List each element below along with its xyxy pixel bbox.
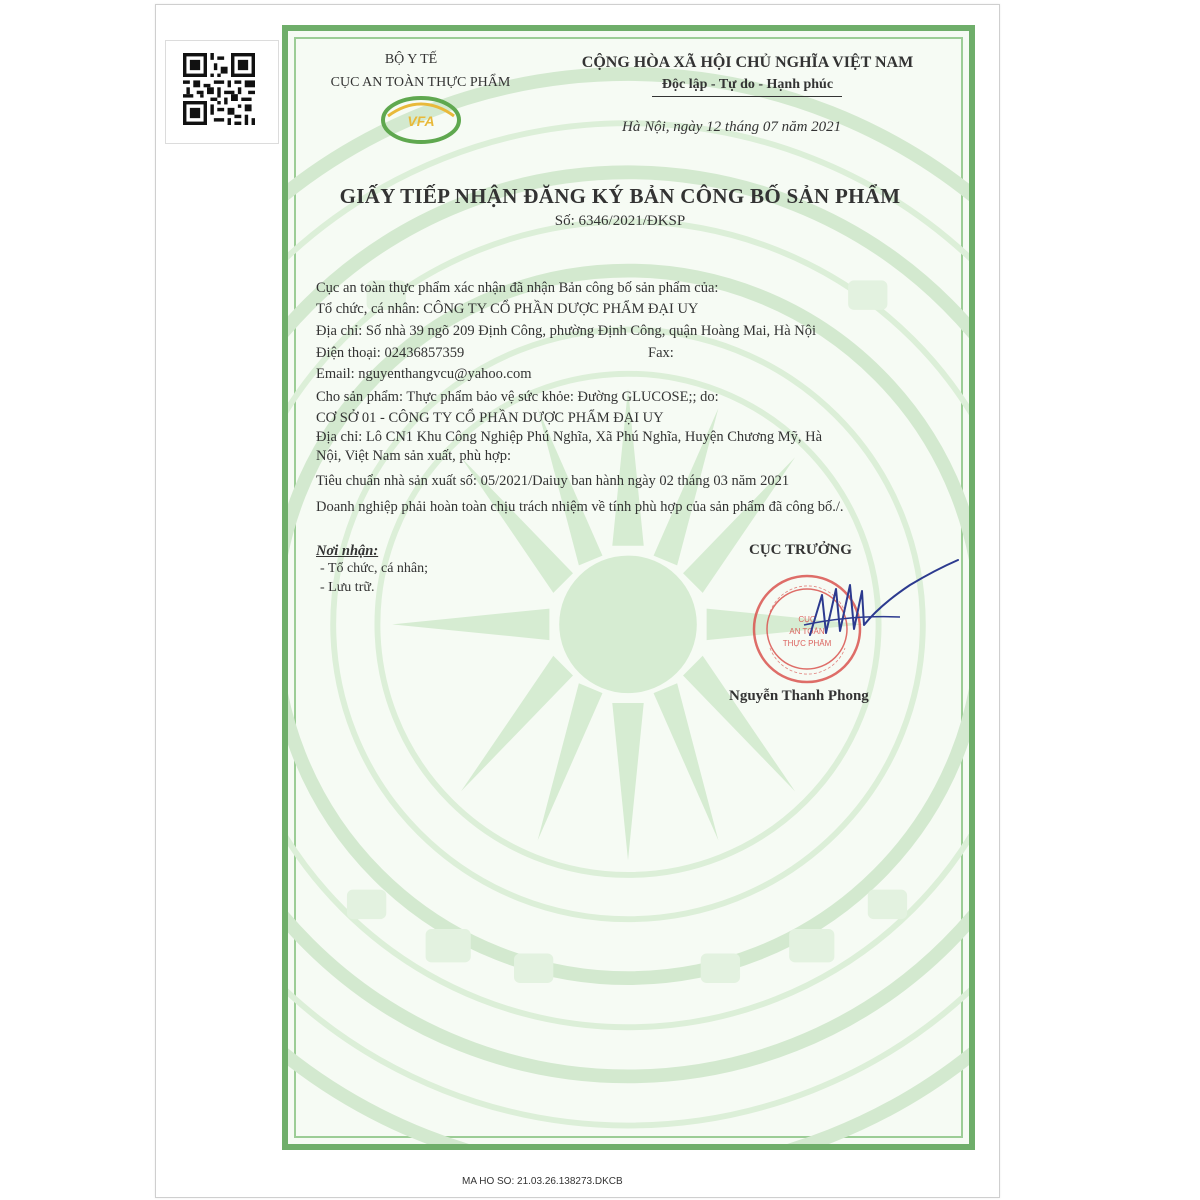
department-name: CỤC AN TOÀN THỰC PHẨM <box>330 75 511 90</box>
signer-name: Nguyễn Thanh Phong <box>729 688 869 704</box>
national-motto: Độc lập - Tự do - Hạnh phúc <box>661 77 834 92</box>
facility-address-line2: Nội, Việt Nam sản xuất, phù hợp: <box>316 448 512 464</box>
intro-text: Cục an toàn thực phẩm xác nhận đã nhận Bản công bố sản phẩm của: <box>316 280 719 296</box>
qr-code-icon <box>180 53 258 125</box>
product-line: Cho sản phẩm: Thực phẩm bảo vệ sức khỏe: Đường GLUCOSE;; do: <box>316 389 719 405</box>
organization-address: Địa chỉ: Số nhà 39 ngõ 209 Định Công, phường Định Công, quận Hoàng Mai, Hà Nội <box>316 323 817 339</box>
phone: Điện thoại: 02436857359 <box>316 345 465 361</box>
document-number: Số: 6346/2021/ĐKSP <box>554 213 686 229</box>
record-code: MA HO SO: 21.03.26.138273.DKCB <box>462 1176 623 1187</box>
date-line: Hà Nội, ngày 12 tháng 07 năm 2021 <box>622 119 842 135</box>
document-title: GIẤY TIẾP NHẬN ĐĂNG KÝ BẢN CÔNG BỐ SẢN PHẨM <box>339 184 901 208</box>
fax: Fax: <box>648 345 674 361</box>
recipients-heading: Nơi nhận: <box>316 543 379 559</box>
republic-title: CỘNG HÒA XÃ HỘI CHỦ NGHĨA VIỆT NAM <box>581 54 914 71</box>
svg-text:CỤC: CỤC <box>798 615 816 624</box>
facility-address-line1: Địa chỉ: Lô CN1 Khu Công Nghiệp Phú Nghĩa, Xã Phú Nghĩa, Huyện Chương Mỹ, Hà <box>316 429 823 445</box>
facility-name: CƠ SỞ 01 - CÔNG TY CỔ PHẦN DƯỢC PHẨM ĐẠI UY <box>316 410 664 426</box>
responsibility-line: Doanh nghiệp phải hoàn toàn chịu trách nhiệm về tính phù hợp của sản phẩm đã công bố./. <box>316 499 844 515</box>
email: Email: nguyenthangvcu@yahoo.com <box>316 366 532 382</box>
logo-text: VFA <box>407 113 435 129</box>
vfa-logo-icon <box>378 88 464 148</box>
svg-text:AN TOÀN: AN TOÀN <box>789 627 825 636</box>
signer-role: CỤC TRƯỞNG <box>749 542 852 558</box>
ministry-name: BỘ Y TẾ <box>384 52 438 67</box>
recipient-item: - Lưu trữ. <box>320 580 375 595</box>
organization: Tổ chức, cá nhân: CÔNG TY CỔ PHẦN DƯỢC PHẨM ĐẠI UY <box>316 301 699 317</box>
recipient-item: - Tổ chức, cá nhân; <box>320 561 429 576</box>
qr-code-box <box>165 40 279 144</box>
motto-underline <box>652 96 842 97</box>
signature-icon <box>790 555 960 665</box>
svg-text:THỰC PHẨM: THỰC PHẨM <box>782 639 832 648</box>
standard-line: Tiêu chuẩn nhà sản xuất số: 05/2021/Daiuy ban hành ngày 02 tháng 03 năm 2021 <box>316 473 790 489</box>
